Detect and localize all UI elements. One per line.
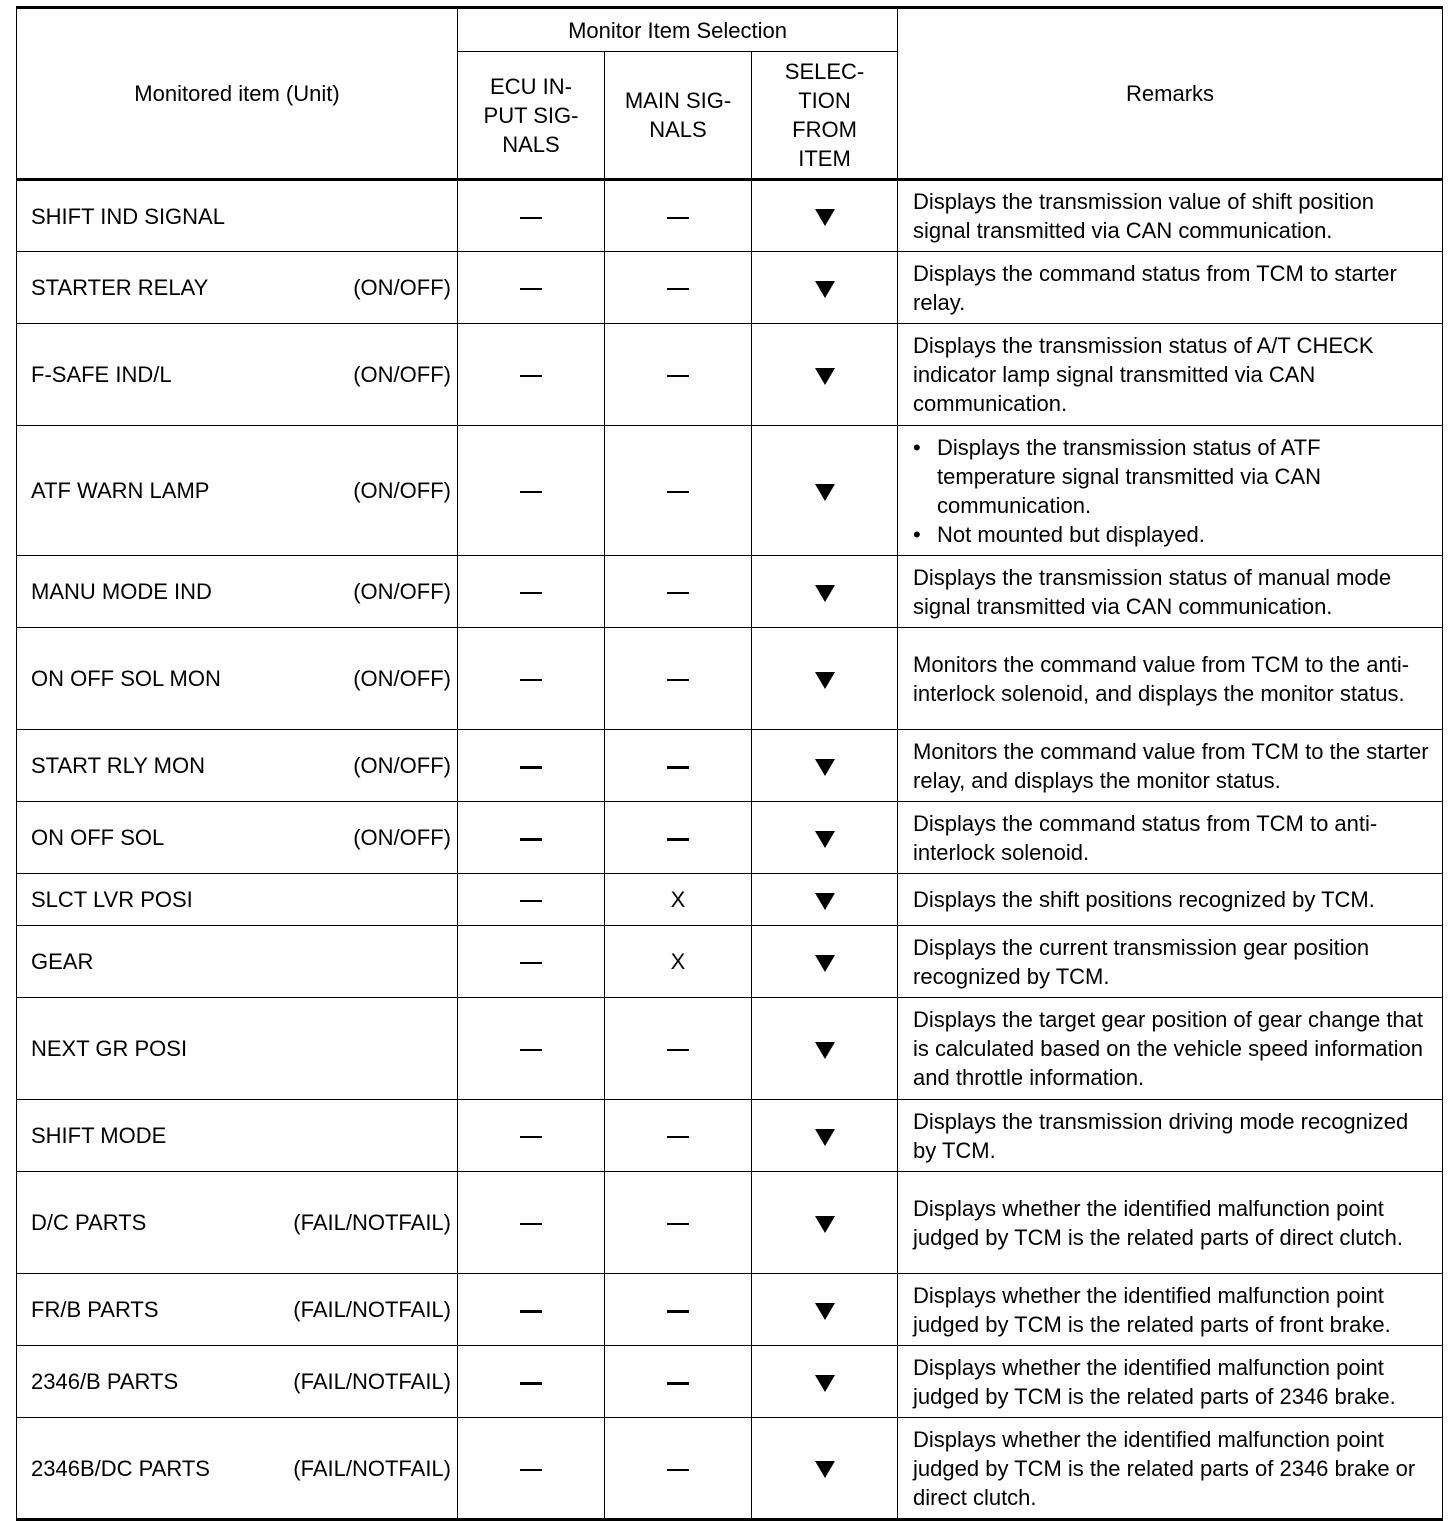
down-triangle-icon	[815, 672, 835, 689]
dash-mark	[520, 838, 542, 841]
monitored-item-cell	[17, 252, 458, 324]
dash-mark	[520, 491, 542, 493]
ecu-input-signals-cell	[458, 926, 605, 998]
dash-mark	[667, 288, 689, 290]
item-unit: (ON/OFF)	[353, 753, 451, 778]
dash-mark	[667, 1469, 689, 1471]
ecu-input-signals-cell	[458, 180, 605, 252]
remarks-cell	[898, 628, 1443, 730]
remarks-cell	[898, 426, 1443, 556]
item-name: NEXT GR POSI	[31, 1036, 188, 1061]
item-name: FR/B PARTS	[31, 1297, 159, 1322]
remarks-cell	[898, 1418, 1443, 1520]
item-unit: (ON/OFF)	[353, 579, 451, 604]
remarks-cell	[898, 998, 1443, 1100]
item-unit: (ON/OFF)	[353, 362, 451, 387]
dash-mark	[520, 679, 542, 681]
dash-mark	[520, 592, 542, 594]
dash-mark	[520, 1049, 542, 1051]
remarks-text: Displays whether the identified malfunction point judged by TCM is the related parts of 2346 brake or direct clutch.	[913, 1426, 1416, 1510]
item-unit: (ON/OFF)	[353, 478, 451, 503]
monitored-item-cell	[17, 1418, 458, 1520]
item-name: ATF WARN LAMP	[31, 478, 210, 503]
selection-from-item-cell	[752, 180, 898, 252]
down-triangle-icon	[815, 831, 835, 848]
item-unit: (ON/OFF)	[353, 666, 451, 691]
table-row	[17, 874, 1443, 926]
remarks-cell	[898, 252, 1443, 324]
monitored-item-cell	[17, 802, 458, 874]
remarks-cell	[898, 180, 1443, 252]
dash-mark	[667, 1136, 689, 1138]
dash-mark	[520, 217, 542, 219]
dash-mark	[520, 1310, 542, 1313]
remarks-cell	[898, 730, 1443, 802]
ecu-input-signals-cell	[458, 730, 605, 802]
monitored-item-cell	[17, 1346, 458, 1418]
main-signals-cell	[605, 180, 752, 252]
remarks-list	[913, 433, 1434, 549]
table-row	[17, 926, 1443, 998]
down-triangle-icon	[815, 893, 835, 910]
remarks-text: Displays the transmission status of manual mode signal transmitted via CAN communication.	[913, 564, 1392, 619]
main-signals-cell	[605, 426, 752, 556]
remarks-cell	[898, 324, 1443, 426]
down-triangle-icon	[815, 1042, 835, 1059]
dash-mark	[667, 1223, 689, 1225]
ecu-input-signals-cell	[458, 426, 605, 556]
dash-mark	[520, 962, 542, 964]
down-triangle-icon	[815, 209, 835, 226]
selection-from-item-cell	[752, 426, 898, 556]
table-row	[17, 324, 1443, 426]
remarks-cell	[898, 1172, 1443, 1274]
table-row	[17, 252, 1443, 324]
main-signals-cell	[605, 802, 752, 874]
remarks-text: Monitors the command value from TCM to the anti-interlock solenoid, and displays the monitor status.	[913, 651, 1410, 706]
down-triangle-icon	[815, 1375, 835, 1392]
down-triangle-icon	[815, 955, 835, 972]
table-row	[17, 556, 1443, 628]
table-row	[17, 1346, 1443, 1418]
selection-from-item-cell	[752, 324, 898, 426]
table-row	[17, 730, 1443, 802]
ecu-input-signals-cell	[458, 1100, 605, 1172]
table-body	[17, 180, 1443, 1520]
dash-mark	[520, 288, 542, 290]
header-selection-from-item: SELEC- TION FROM ITEM	[752, 52, 898, 180]
remarks-text: Displays the current transmission gear position recognized by TCM.	[913, 934, 1370, 989]
monitored-item-cell	[17, 1100, 458, 1172]
selection-from-item-cell	[752, 556, 898, 628]
monitor-item-table-container	[16, 6, 1442, 1521]
ecu-input-signals-cell	[458, 1418, 605, 1520]
monitored-item-cell	[17, 180, 458, 252]
ecu-input-signals-cell	[458, 998, 605, 1100]
item-name: SHIFT MODE	[31, 1123, 167, 1148]
down-triangle-icon	[815, 585, 835, 602]
remarks-cell	[898, 1346, 1443, 1418]
monitored-item-cell	[17, 730, 458, 802]
dash-mark	[667, 491, 689, 493]
down-triangle-icon	[815, 1216, 835, 1233]
table-row	[17, 1274, 1443, 1346]
remarks-list-item: • Displays the transmission status of ATF temperature signal transmitted via CAN communication.	[913, 433, 1434, 520]
dash-mark	[520, 766, 542, 769]
header-monitored-item: Monitored item (Unit)	[17, 8, 458, 180]
item-unit: (ON/OFF)	[353, 825, 451, 850]
ecu-input-signals-cell	[458, 252, 605, 324]
down-triangle-icon	[815, 1303, 835, 1320]
table-row	[17, 628, 1443, 730]
main-signals-cell	[605, 1274, 752, 1346]
remarks-text: Monitors the command value from TCM to the starter relay, and displays the monitor status.	[913, 738, 1429, 793]
item-name: ON OFF SOL MON	[31, 666, 221, 691]
monitored-item-cell	[17, 998, 458, 1100]
main-signals-cell	[605, 998, 752, 1100]
remarks-text: Displays whether the identified malfunction point judged by TCM is the related parts of direct clutch.	[913, 1195, 1403, 1250]
mark-x: X	[670, 887, 686, 912]
item-name: ON OFF SOL	[31, 825, 165, 850]
dash-mark	[667, 766, 689, 769]
main-signals-cell	[605, 556, 752, 628]
remarks-text: Displays the target gear position of gear change that is calculated based on the vehicle speed information and throttle information.	[913, 1007, 1424, 1090]
item-name: STARTER RELAY	[31, 275, 209, 300]
remarks-cell	[898, 1274, 1443, 1346]
monitored-item-cell	[17, 874, 458, 926]
main-signals-cell	[605, 1418, 752, 1520]
item-name: SLCT LVR POSI	[31, 887, 193, 912]
down-triangle-icon	[815, 1461, 835, 1478]
dash-mark	[667, 1310, 689, 1313]
dash-mark	[520, 1469, 542, 1471]
table-row	[17, 1172, 1443, 1274]
table-row	[17, 998, 1443, 1100]
main-signals-cell	[605, 874, 752, 926]
selection-from-item-cell	[752, 1418, 898, 1520]
item-name: D/C PARTS	[31, 1210, 147, 1235]
monitored-item-cell	[17, 1274, 458, 1346]
item-name: GEAR	[31, 949, 94, 974]
remarks-text: Displays the command status from TCM to starter relay.	[913, 260, 1397, 315]
item-name: 2346/B PARTS	[31, 1369, 179, 1394]
selection-from-item-cell	[752, 1100, 898, 1172]
remarks-text: Displays the transmission status of A/T CHECK indicator lamp signal transmitted via CAN communication.	[913, 333, 1374, 416]
remarks-text: Displays the transmission value of shift position signal transmitted via CAN communication.	[913, 189, 1375, 243]
main-signals-cell	[605, 252, 752, 324]
selection-from-item-cell	[752, 628, 898, 730]
remarks-text: Displays the transmission driving mode recognized by TCM.	[913, 1108, 1409, 1163]
main-signals-cell	[605, 1346, 752, 1418]
ecu-input-signals-cell	[458, 1172, 605, 1274]
selection-from-item-cell	[752, 730, 898, 802]
ecu-input-signals-cell	[458, 874, 605, 926]
ecu-input-signals-cell	[458, 1274, 605, 1346]
table-row	[17, 180, 1443, 252]
header-monitor-item-selection: Monitor Item Selection	[458, 8, 898, 52]
item-unit: (FAIL/NOTFAIL)	[293, 1455, 451, 1481]
selection-from-item-cell	[752, 874, 898, 926]
remarks-text: Displays whether the identified malfunction point judged by TCM is the related parts of front brake.	[913, 1282, 1391, 1337]
remarks-cell	[898, 556, 1443, 628]
item-unit: (FAIL/NOTFAIL)	[293, 1210, 451, 1235]
item-name: F-SAFE IND/L	[31, 362, 172, 387]
ecu-input-signals-cell	[458, 1346, 605, 1418]
item-unit: (FAIL/NOTFAIL)	[293, 1369, 451, 1394]
main-signals-cell	[605, 1172, 752, 1274]
remarks-text: Displays the shift positions recognized by TCM.	[913, 887, 1375, 912]
dash-mark	[667, 838, 689, 841]
table-row	[17, 1418, 1443, 1520]
selection-from-item-cell	[752, 1274, 898, 1346]
dash-mark	[520, 1382, 542, 1385]
dash-mark	[520, 375, 542, 377]
dash-mark	[667, 1049, 689, 1051]
dash-mark	[667, 592, 689, 594]
item-name: START RLY MON	[31, 753, 206, 778]
item-name: 2346B/DC PARTS	[31, 1455, 210, 1481]
selection-from-item-cell	[752, 802, 898, 874]
selection-from-item-cell	[752, 1346, 898, 1418]
main-signals-cell	[605, 324, 752, 426]
header-remarks: Remarks	[898, 8, 1443, 180]
item-unit: (ON/OFF)	[353, 275, 451, 300]
table-row	[17, 426, 1443, 556]
header-main-signals: MAIN SIG- NALS	[605, 52, 752, 180]
remarks-cell	[898, 802, 1443, 874]
ecu-input-signals-cell	[458, 556, 605, 628]
main-signals-cell	[605, 1100, 752, 1172]
dash-mark	[520, 1223, 542, 1225]
main-signals-cell	[605, 926, 752, 998]
ecu-input-signals-cell	[458, 628, 605, 730]
dash-mark	[520, 1136, 542, 1138]
dash-mark	[667, 679, 689, 681]
down-triangle-icon	[815, 1129, 835, 1146]
header-ecu-input-signals: ECU IN- PUT SIG- NALS	[458, 52, 605, 180]
remarks-text: Displays whether the identified malfunction point judged by TCM is the related parts of 2346 brake.	[913, 1354, 1396, 1409]
main-signals-cell	[605, 628, 752, 730]
item-name: SHIFT IND SIGNAL	[31, 203, 225, 229]
monitored-item-cell	[17, 556, 458, 628]
ecu-input-signals-cell	[458, 324, 605, 426]
remarks-cell	[898, 926, 1443, 998]
remarks-text: Displays the command status from TCM to anti-interlock solenoid.	[913, 810, 1378, 865]
dash-mark	[667, 375, 689, 377]
monitored-item-cell	[17, 628, 458, 730]
dash-mark	[667, 1382, 689, 1385]
ecu-input-signals-cell	[458, 802, 605, 874]
monitored-item-cell	[17, 1172, 458, 1274]
dash-mark	[520, 900, 542, 902]
selection-from-item-cell	[752, 926, 898, 998]
table-row	[17, 802, 1443, 874]
selection-from-item-cell	[752, 1172, 898, 1274]
down-triangle-icon	[815, 484, 835, 501]
down-triangle-icon	[815, 368, 835, 385]
monitored-item-cell	[17, 426, 458, 556]
remarks-cell	[898, 874, 1443, 926]
mark-x: X	[670, 949, 686, 974]
dash-mark	[667, 217, 689, 219]
item-unit: (FAIL/NOTFAIL)	[293, 1297, 451, 1322]
table-row	[17, 1100, 1443, 1172]
monitored-item-cell	[17, 324, 458, 426]
monitored-item-cell	[17, 926, 458, 998]
down-triangle-icon	[815, 759, 835, 776]
selection-from-item-cell	[752, 252, 898, 324]
selection-from-item-cell	[752, 998, 898, 1100]
down-triangle-icon	[815, 281, 835, 298]
main-signals-cell	[605, 730, 752, 802]
monitor-item-table	[16, 6, 1443, 1521]
remarks-list-item: • Not mounted but displayed.	[913, 520, 1434, 549]
remarks-cell	[898, 1100, 1443, 1172]
item-name: MANU MODE IND	[31, 579, 212, 604]
